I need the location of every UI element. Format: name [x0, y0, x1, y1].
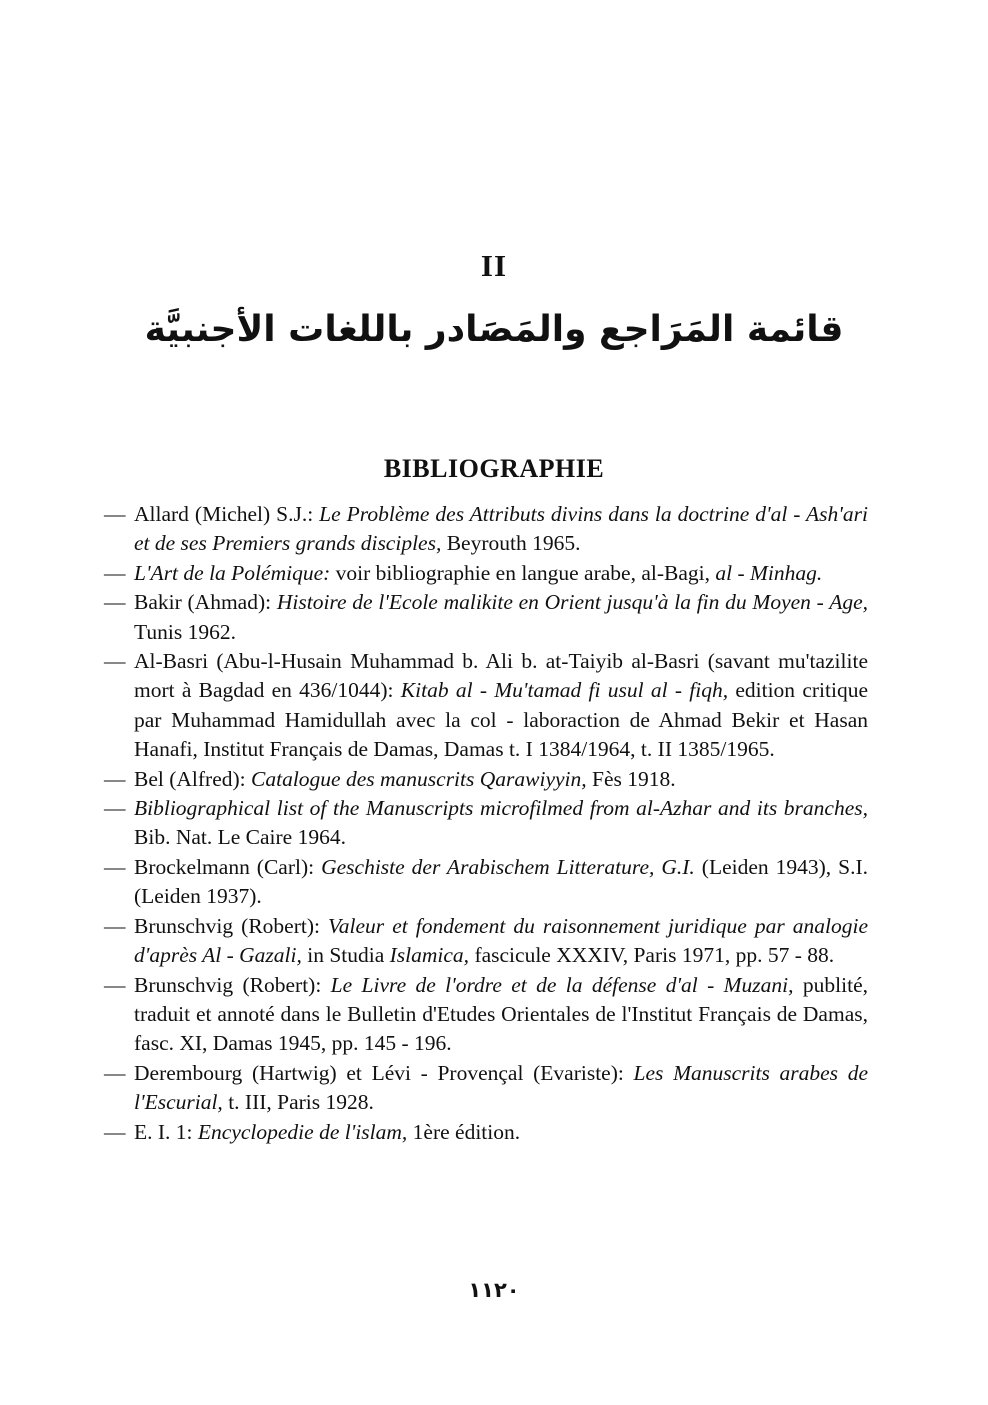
part-numeral: II: [480, 248, 508, 283]
entry-dash: —: [104, 796, 126, 821]
entry-title: Le Livre de l'ordre et de la défense d'al - Muzani,: [330, 972, 794, 997]
arabic-section-title: قائمة المَرَاجع والمَصَادر باللغات الأجنبيَّة: [144, 309, 844, 350]
bibliography-entry: [104, 794, 868, 853]
entry-details: voir bibliographie en langue arabe, al-Bagi,: [330, 560, 716, 585]
entry-title: Kitab al - Mu'tamad fi usul al - fiqh,: [400, 678, 729, 703]
entry-details: Bib. Nat. Le Caire 1964.: [134, 825, 346, 850]
entry-title: Valeur et fondement du raisonnement juridique par analogie d'après Al - Gazali,: [134, 913, 868, 968]
entry-author: Al-Basri (Abu-l-Husain Muhammad b. Ali b. at-Taiyib al-Basri (savant mu'tazilite mort à Bagdad en 436/1044):: [134, 649, 868, 703]
entry-author: E. I. 1:: [134, 1119, 198, 1144]
entry-details-secondary: fascicule XXXIV, Paris 1971, pp. 57 - 88.: [469, 943, 835, 968]
entry-details: edition critique par Muhammad Hamidullah avec la col - laboraction de Ahmad Bekir et Hasan Hanafi, Institut Français de Damas, Damas t. I 1384/1964, t. II 1385/1965.: [134, 678, 868, 762]
entry-title: Les Manuscrits arabes de l'Escurial,: [134, 1060, 868, 1115]
entry-details: Fès 1918.: [586, 766, 676, 791]
entry-title: L'Art de la Polémique:: [134, 560, 331, 585]
bibliography-entry: [104, 1118, 868, 1147]
entry-dash: —: [104, 766, 126, 791]
entry-author: Brunschvig (Robert):: [134, 913, 329, 938]
bibliography-entry: [104, 559, 868, 588]
bibliography-entry: [104, 647, 868, 765]
entry-dash: —: [104, 972, 126, 997]
bibliography-entry: [104, 588, 868, 647]
bibliography-entry: [104, 500, 868, 559]
entry-author: Bakir (Ahmad):: [134, 590, 277, 615]
entry-dash: —: [104, 913, 126, 938]
entry-dash: —: [104, 854, 126, 879]
entry-author: Allard (Michel) S.J.:: [134, 502, 320, 526]
page-title: BIBLIOGRAPHIE: [383, 454, 605, 483]
entry-details: publité, traduit et annoté dans le Bulletin d'Etudes Orientales de l'Institut Français de Damas, fasc. XI, Damas 1945, pp. 145 - 196.: [134, 972, 868, 1056]
bibliography-entry: [104, 912, 868, 971]
bibliography-list: [104, 500, 868, 1147]
bibliography-entry: [104, 1059, 868, 1118]
entry-title: Encyclopedie de l'islam,: [197, 1119, 408, 1144]
entry-author: Bel (Alfred):: [134, 766, 252, 791]
entry-dash: —: [104, 502, 126, 526]
entry-details: Tunis 1962.: [134, 619, 236, 644]
entry-dash: —: [104, 1119, 126, 1144]
entry-dash: —: [104, 560, 126, 585]
entry-details: 1ère édition.: [407, 1119, 521, 1144]
entry-title: Bibliographical list of the Manuscripts microfilmed from al-Azhar and its branches,: [134, 796, 868, 821]
entry-title: Catalogue des manuscrits Qarawiyyin,: [251, 766, 587, 791]
entry-dash: —: [104, 649, 126, 674]
entry-title-secondary: Islamica,: [389, 943, 470, 968]
entry-author: Derembourg (Hartwig) et Lévi - Provençal (Evariste):: [134, 1060, 634, 1085]
entry-title: Le Problème des Attributs divins dans la doctrine d'al - Ash'ari et de ses Premiers grands disciples,: [134, 502, 868, 556]
entry-author: Brockelmann (Carl):: [134, 854, 322, 879]
page-number: ١١٢٠: [468, 1278, 520, 1302]
entry-dash: —: [104, 590, 126, 615]
entry-details: (Leiden 1943), S.I. (Leiden 1937).: [134, 854, 868, 909]
entry-details: t. III, Paris 1928.: [222, 1090, 374, 1115]
entry-dash: —: [104, 1060, 126, 1085]
entry-title-secondary: al - Minhag.: [715, 560, 823, 585]
bibliography-entry: [104, 971, 868, 1059]
bibliography-entry: [104, 765, 868, 794]
entry-details: in Studia: [301, 943, 390, 968]
entry-author: Brunschvig (Robert):: [134, 972, 331, 997]
entry-title: Histoire de l'Ecole malikite en Orient jusqu'à la fin du Moyen - Age,: [276, 590, 868, 615]
entry-title: Geschiste der Arabischem Litterature, G.I.: [321, 854, 695, 879]
bibliography-entry: [104, 853, 868, 912]
entry-details: Beyrouth 1965.: [441, 531, 581, 556]
